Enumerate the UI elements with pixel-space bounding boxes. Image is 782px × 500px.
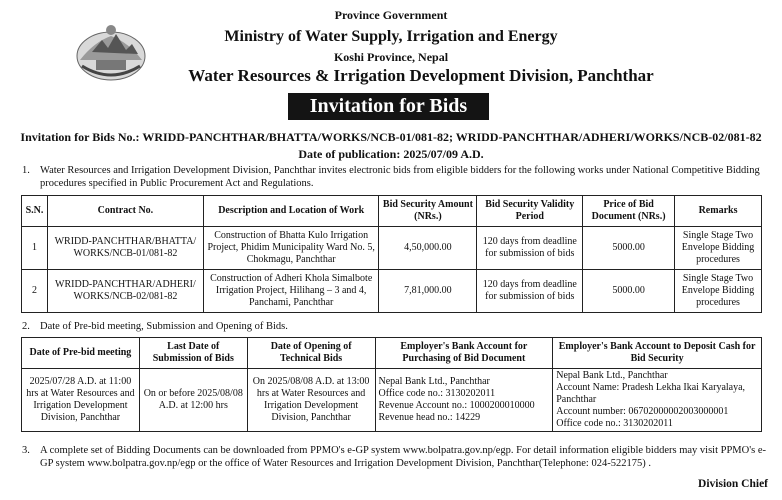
cell-price: 5000.00 [583, 270, 675, 313]
bank-line: Revenue Account no.: 1000200010000 [378, 400, 535, 411]
cell-opening: On 2025/08/08 A.D. at 13:00 hrs at Water Resources and Irrigation Development Division, Panchthar [247, 369, 375, 432]
table-row [22, 270, 762, 313]
paragraph-2 [22, 320, 766, 333]
signature-division-chief: Division Chief [698, 478, 768, 490]
table-row [22, 369, 762, 432]
ministry-heading: Ministry of Water Supply, Irrigation and Energy [224, 28, 558, 45]
col-bank-account-deposit: Employer's Bank Account to Deposit Cash for Bid Security [553, 338, 762, 369]
cell-description: Construction of Adheri Khola Simalbote Irrigation Project, Hilihang – 3 and 4, Panchami, Panchthar [203, 270, 379, 313]
cell-sn: 2 [22, 270, 48, 313]
cell-submission: On or before 2025/08/08 A.D. at 12:00 hrs [139, 369, 247, 432]
col-sn: S.N. [22, 196, 48, 227]
cell-price: 5000.00 [583, 227, 675, 270]
cell-validity: 120 days from deadline for submission of bids [477, 227, 583, 270]
cell-remarks: Single Stage Two Envelope Bidding procedures [675, 227, 762, 270]
col-last-submission: Last Date of Submission of Bids [139, 338, 247, 369]
paragraph-text: A complete set of Bidding Documents can be downloaded from PPMO's e-GP system www.bolpatra.gov.np/egp. For detail information eligible bidders may visit PPMO's e-GP system www.bolpatra.gov.np/egp or the office of Water Resources and Irrigation Development Division, Panchthar(Telephone: 024-522175) . [40, 445, 766, 469]
paragraph-text: Water Resources and Irrigation Development Division, Panchthar invites electronic bids from eligible bidders for the following works under National Competitive Bidding procedures specified in Public Procurement Act and Regulations. [40, 165, 760, 189]
cell-contract-no: WRIDD-PANCHTHAR/ADHERI/ WORKS/NCB-02/081-82 [47, 270, 203, 313]
col-contract-no: Contract No. [47, 196, 203, 227]
col-price-bid-document: Price of Bid Document (NRs.) [583, 196, 675, 227]
bank-line: Nepal Bank Ltd., Panchthar [556, 370, 668, 381]
col-bank-account-purchase: Employer's Bank Account for Purchasing of Bid Document [375, 338, 553, 369]
province-heading: Koshi Province, Nepal [333, 50, 449, 64]
col-opening-date: Date of Opening of Technical Bids [247, 338, 375, 369]
cell-bid-security: 4,50,000.00 [379, 227, 477, 270]
bank-line: Office code no.: 3130202011 [378, 388, 496, 399]
cell-bid-security: 7,81,000.00 [379, 270, 477, 313]
paragraph-number: 2. [22, 321, 30, 332]
cell-prebid: 2025/07/28 A.D. at 11:00 hrs at Water Resources and Irrigation Development Division, Panchthar [22, 369, 140, 432]
bank-line: Account number: 06702000002003000001 [556, 406, 729, 417]
cell-bank-deposit [553, 369, 762, 432]
col-validity-period: Bid Security Validity Period [477, 196, 583, 227]
cell-sn: 1 [22, 227, 48, 270]
cell-validity: 120 days from deadline for submission of bids [477, 270, 583, 313]
bank-line: Office code no.: 3130202011 [556, 418, 673, 429]
schedule-table [21, 337, 762, 432]
bank-line: Nepal Bank Ltd., Panchthar [378, 376, 490, 387]
paragraph-number: 3. [22, 445, 30, 456]
bank-line: Revenue head no.: 14229 [378, 412, 481, 423]
cell-description: Construction of Bhatta Kulo Irrigation Project, Phidim Municipality Ward No. 5, Chokmagu, Panchthar [203, 227, 379, 270]
col-remarks: Remarks [675, 196, 762, 227]
invitation-banner: Invitation for Bids [288, 93, 489, 120]
province-government-heading: Province Government [334, 8, 448, 22]
col-description: Description and Location of Work [203, 196, 379, 227]
table-header-row [22, 196, 762, 227]
col-bid-security-amount: Bid Security Amount (NRs.) [379, 196, 477, 227]
paragraph-3 [22, 444, 766, 470]
cell-contract-no: WRIDD-PANCHTHAR/BHATTA/ WORKS/NCB-01/081-82 [47, 227, 203, 270]
bid-reference: Invitation for Bids No.: WRIDD-PANCHTHAR/BHATTA/WORKS/NCB-01/081-82; WRIDD-PANCHTHAR/ADHERI/WORKS/NCB-02/081-82 [20, 130, 762, 144]
publication-date: Date of publication: 2025/07/09 A.D. [298, 147, 484, 161]
paragraph-number: 1. [22, 165, 30, 176]
paragraph-text: Date of Pre-bid meeting, Submission and Opening of Bids. [40, 321, 288, 332]
paragraph-1 [22, 164, 766, 190]
works-table [21, 195, 762, 313]
bank-line: Account Name: Pradesh Lekha Ikai Karyalaya, Panchthar [556, 382, 746, 405]
cell-bank-purchase [375, 369, 553, 432]
table-header-row [22, 338, 762, 369]
division-heading: Water Resources & Irrigation Development Division, Panchthar [188, 66, 654, 85]
cell-remarks: Single Stage Two Envelope Bidding procedures [675, 270, 762, 313]
table-row [22, 227, 762, 270]
col-prebid-meeting: Date of Pre-bid meeting [22, 338, 140, 369]
